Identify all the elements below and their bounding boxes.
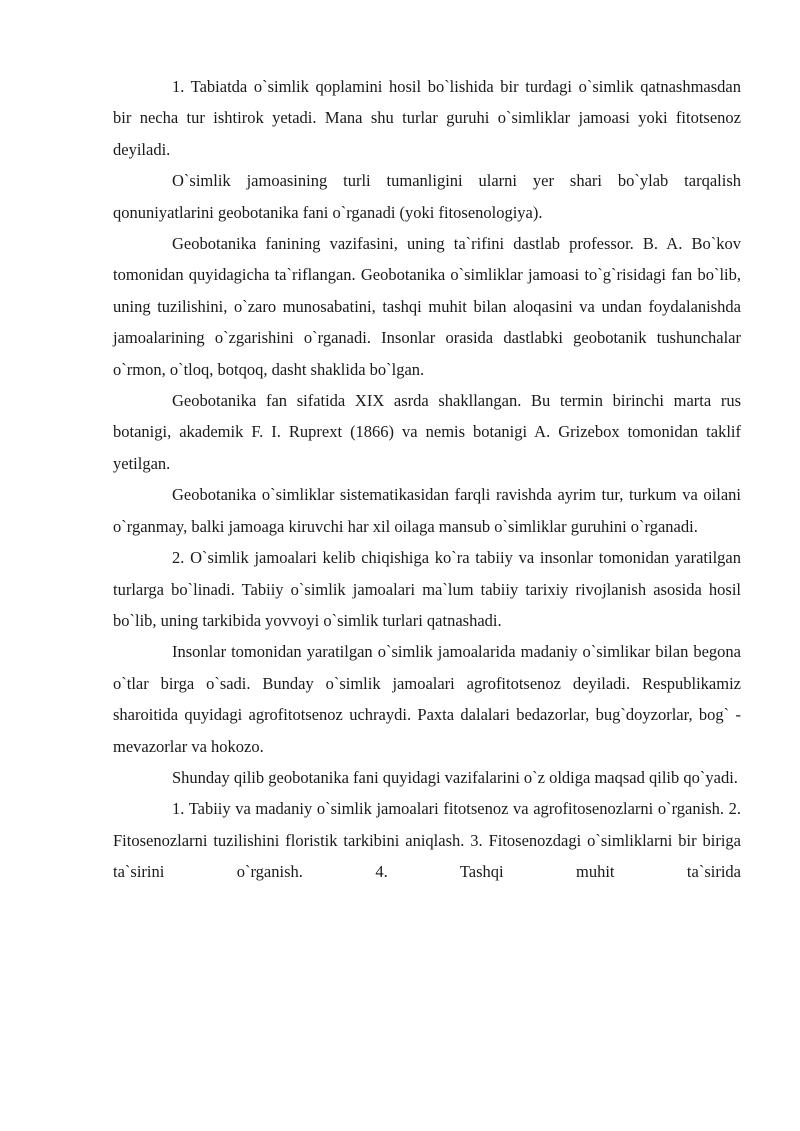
paragraph-7: Insonlar tomonidan yaratilgan o`simlik jamoalarida madaniy o`simlikar bilan begona o`tlar birga o`sadi. Bunday o`simlik jamoalari agrofitotsenoz deyiladi. Respublikamiz sharoitida quyidagi agrofitotsenoz uchraydi. Paxta dalalari bedazorlar, bug`doyzorlar, bog` - mevazorlar va hokozo. (113, 642, 741, 756)
paragraph-6: 2. O`simlik jamoalari kelib chiqishiga ko`ra tabiiy va insonlar tomonidan yaratilgan turlarga bo`linadi. Tabiiy o`simlik jamoalari ma`lum tabiiy tarixiy rivojlanish asosida hosil bo`lib, uning tarkibida yovvoyi o`simlik turlari qatnashadi. (113, 548, 741, 630)
document-page (113, 71, 741, 888)
paragraph-4: Geobotanika fan sifatida XIX asrda shakllangan. Bu termin birinchi marta rus botanigi, akademik F. I. Ruprext (1866) va nemis botanigi A. Grizebox tomonidan taklif yetilgan. (113, 391, 741, 473)
paragraph-8: Shunday qilib geobotanika fani quyidagi vazifalarini o`z oldiga maqsad qilib qo`yadi. (172, 767, 738, 787)
paragraph-3: Geobotanika fanining vazifasini, uning ta`rifini dastlab professor. B. A. Bo`kov tomonidan quyidagicha ta`riflangan. Geobotanika o`simliklar jamoasi to`g`risidagi fan bo`lib, uning tuzilishini, o`zaro munosabatini, tashqi muhit bilan aloqasini va undan foydalanishda jamoalarining o`zgarishini o`rganadi. Insonlar orasida dastlabki geobotanik tushunchalar o`rmon, o`tloq, botqoq, dasht shaklida bo`lgan. (113, 234, 741, 379)
paragraph-5: Geobotanika o`simliklar sistematikasidan farqli ravishda ayrim tur, turkum va oilani o`rganmay, balki jamoaga kiruvchi har xil oilaga mansub o`simliklar guruhini o`rganadi. (113, 485, 741, 536)
paragraph-1: 1. Tabiatda o`simlik qoplamini hosil bo`lishida bir turdagi o`simlik qatnashmasdan bir necha tur ishtirok yetadi. Mana shu turlar guruhi o`simliklar jamoasi yoki fitotsenoz deyiladi. (113, 77, 741, 159)
paragraph-9: 1. Tabiiy va madaniy o`simlik jamoalari fitotsenoz va agrofitosenozlarni o`rganish. 2. Fitosenozlarni tuzilishini floristik tarkibini aniqlash. 3. Fitosenozdagi o`simliklarni bir biriga ta`sirini o`rganish. 4. Tashqi muhit ta`sirida (113, 799, 741, 882)
paragraph-2: O`simlik jamoasining turli tumanligini ularni yer shari bo`ylab tarqalish qonuniyatlarini geobotanika fani o`rganadi (yoki fitosenologiya). (113, 171, 741, 222)
